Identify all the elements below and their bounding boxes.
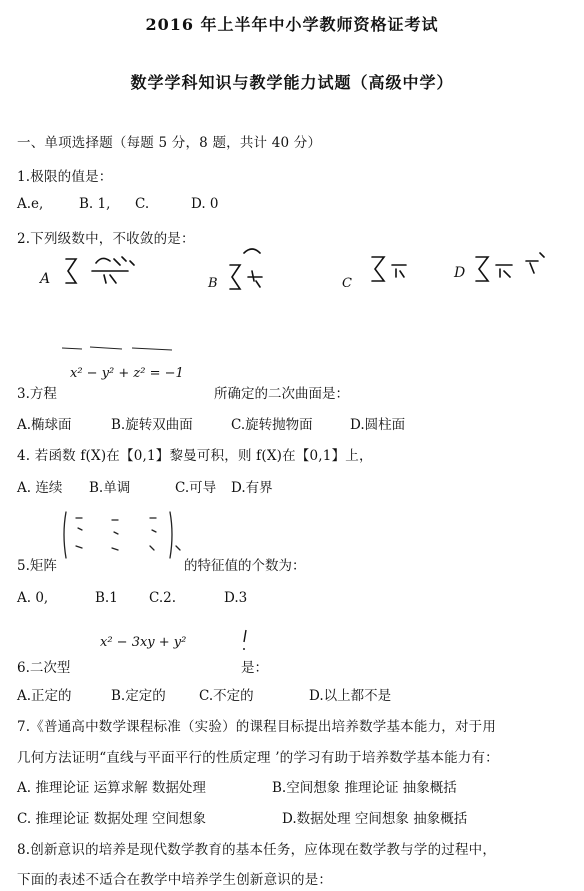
svg-text:B: B (208, 276, 218, 291)
question-1-options (17, 196, 219, 212)
q7-option-c: C. 推理论证 数据处理 空间想象 (17, 811, 207, 827)
q1-option-d: D. 0 (191, 196, 219, 212)
q6-option-b: B.定定的 (111, 688, 166, 704)
q7-option-a: A. 推理论证 运算求解 数据处理 (17, 780, 206, 796)
svg-text:C: C (342, 276, 352, 291)
question-7-options-row1 (17, 776, 457, 796)
q4-option-a: A. 连续 (17, 480, 63, 496)
q5-handwritten-matrix-image (60, 506, 184, 562)
q6-option-c: C.不定的 (199, 688, 254, 704)
q4-option-c: C.可导 (175, 480, 217, 496)
svg-text:D: D (454, 265, 466, 281)
question-3-stem-suffix: 所确定的二次曲面是： (214, 386, 349, 402)
q4-option-d: D.有界 (231, 480, 273, 496)
question-7-stem-line2: 几何方法证明“直线与平面平行的性质定理 ’的学习有助于培养数学基本能力有： (17, 750, 499, 766)
q2-handwritten-series-image (30, 243, 580, 305)
q3-equation-text: x² − y² + z² = −1 (70, 366, 184, 381)
question-4-stem: 4. 若函数 f(X)在【0,1】黎曼可积，则 f(X)在【0,1】上， (17, 448, 373, 464)
question-5-stem-prefix: 5.矩阵 (17, 558, 57, 574)
q3-option-d: D.圆柱面 (350, 417, 406, 433)
question-3-stem-prefix: 3.方程 (17, 386, 57, 402)
question-8-stem-line2: 下面的表述不适合在教学中培养学生创新意识的是： (17, 872, 333, 888)
q3-option-c: C.旋转抛物面 (231, 417, 313, 433)
q5-option-b: B.1 (95, 590, 118, 606)
question-6-stem-prefix: 6.二次型 (17, 660, 71, 676)
q3-option-b: B.旋转双曲面 (111, 417, 193, 433)
question-7-options-row2 (17, 807, 467, 827)
q5-option-d: D.3 (224, 590, 248, 606)
page-subtitle: 数学学科知识与教学能力试题（高级中学） (130, 73, 454, 92)
question-6-options (17, 684, 391, 704)
question-5-stem-suffix: 的特征值的个数为： (184, 558, 306, 574)
question-6-stem-suffix: 是： (241, 660, 268, 676)
svg-text:A: A (40, 271, 51, 287)
q5-option-c: C.2. (149, 590, 177, 606)
question-4-options (17, 476, 273, 496)
question-5-options (17, 590, 247, 606)
section-heading: 一、单项选择题（每题 5 分，8 题，共计 40 分） (17, 135, 322, 151)
q6-option-d: D.以上都不是 (309, 688, 392, 704)
q7-option-d: D.数据处理 空间想象 抽象概括 (282, 811, 468, 827)
q7-option-b: B.空间想象 推理论证 抽象概括 (272, 780, 457, 796)
q6-option-a: A.正定的 (17, 688, 72, 704)
q1-option-c: C. (135, 196, 150, 212)
q1-option-a: A.e, (17, 196, 44, 212)
question-3-options (17, 413, 405, 433)
q6-expression-text: x² − 3xy + y² (100, 635, 187, 650)
q5-option-a: A. 0, (17, 590, 49, 606)
q3-handwritten-equation-image (62, 344, 212, 384)
q6-handwritten-expression-image (96, 626, 256, 656)
q3-option-a: A.椭球面 (17, 417, 72, 433)
question-1-stem: 1.极限的值是： (17, 169, 113, 185)
question-7-stem-line1: 7.《普通高中数学课程标准（实验）的课程目标提出培养数学基本能力，对于用 (17, 719, 497, 735)
question-8-stem-line1: 8.创新意识的培养是现代数学教育的基本任务，应体现在数学教与学的过程中， (17, 842, 497, 858)
q4-option-b: B.单调 (89, 480, 131, 496)
q1-option-b: B. 1, (79, 196, 111, 212)
page-title: 2016 年上半年中小学教师资格证考试 (145, 15, 439, 34)
question-2-stem: 2.下列级数中，不收敛的是： (17, 231, 195, 247)
